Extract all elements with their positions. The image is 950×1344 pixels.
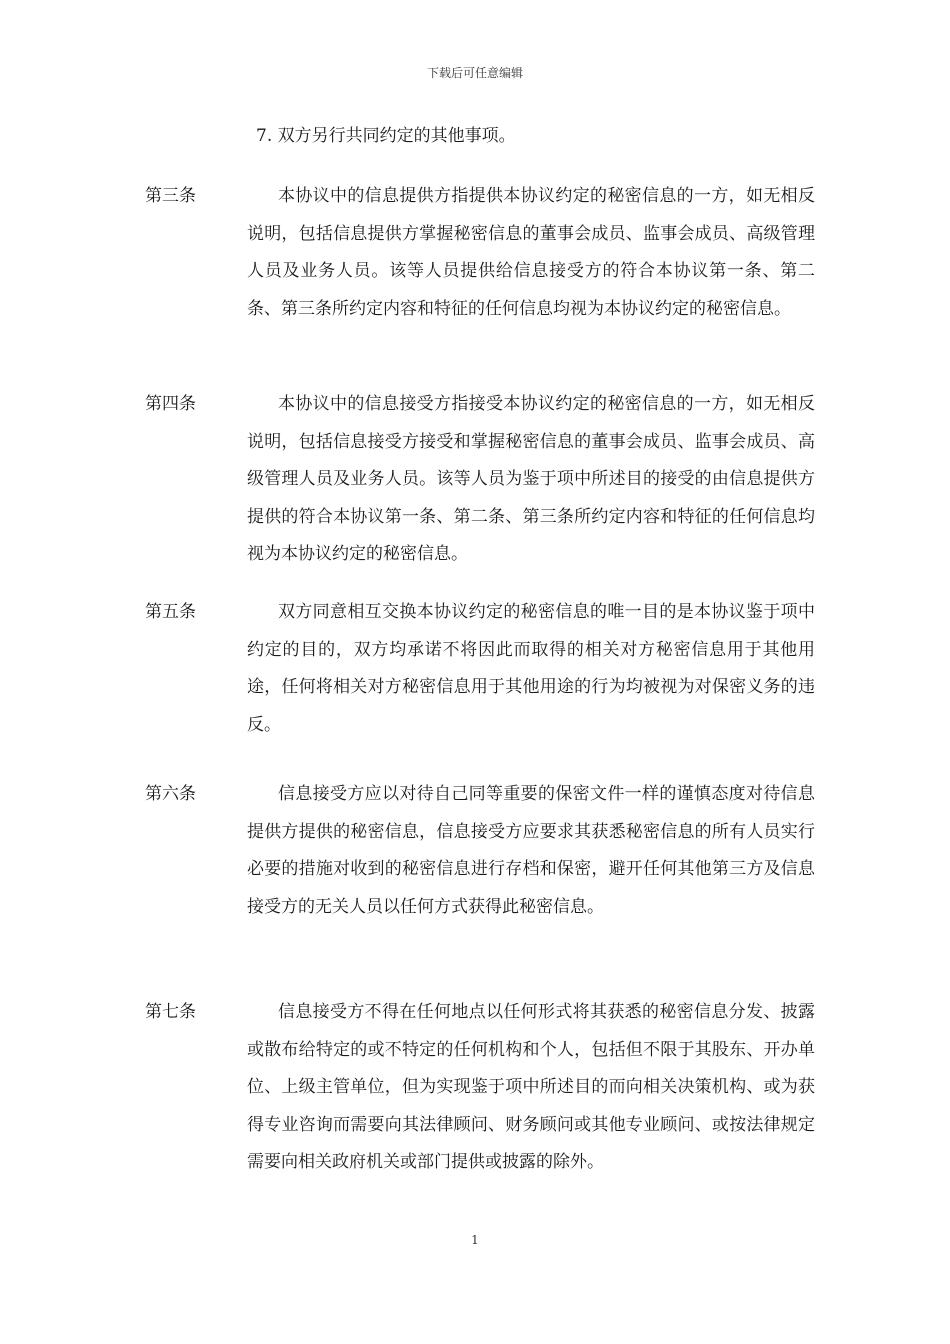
- article-label: 第四条: [145, 394, 196, 414]
- article-label: 第七条: [145, 1002, 196, 1022]
- item-7: 7. 双方另行共同约定的其他事项。: [256, 126, 516, 146]
- page-header: 下载后可任意编辑: [426, 66, 523, 80]
- article-text: 本协议中的信息接受方指接受本协议约定的秘密信息的一方，如无相反说明，包括信息接受方接受和掌握秘密信息的董事会成员、监事会成员、高级管理人员及业务人员。该等人员为鉴于项中所述目的接受的由信息提供方提供的符合本协议第一条、第二条、第三条所约定内容和特征的任何信息均视为本协议约定的秘密信息。: [247, 394, 815, 564]
- article-label: 第六条: [145, 784, 196, 804]
- article-text: 双方同意相互交换本协议约定的秘密信息的唯一目的是本协议鉴于项中约定的目的，双方均承诺不将因此而取得的相关对方秘密信息用于其他用途，任何将相关对方秘密信息用于其他用途的行为均被视为对保密义务的违反。: [247, 602, 815, 735]
- article-text: 本协议中的信息提供方指提供本协议约定的秘密信息的一方，如无相反说明，包括信息提供方掌握秘密信息的董事会成员、监事会成员、高级管理人员及业务人员。该等人员提供给信息接受方的符合本协议第一条、第二条、第三条所约定内容和特征的任何信息均视为本协议约定的秘密信息。: [247, 186, 815, 319]
- article-text: 信息接受方应以对待自己同等重要的保密文件一样的谨慎态度对待信息提供方提供的秘密信息，信息接受方应要求其获悉秘密信息的所有人员实行必要的措施对收到的秘密信息进行存档和保密，避开任何其他第三方及信息接受方的无关人员以任何方式获得此秘密信息。: [247, 784, 815, 917]
- article-label: 第五条: [145, 602, 196, 622]
- article-label: 第三条: [145, 186, 196, 206]
- page-number: 1: [471, 1233, 479, 1247]
- article-text: 信息接受方不得在任何地点以任何形式将其获悉的秘密信息分发、披露或散布给特定的或不特定的任何机构和个人，包括但不限于其股东、开办单位、上级主管单位，但为实现鉴于项中所述目的而向相关决策机构、或为获得专业咨询而需要向其法律顾问、财务顾问或其他专业顾问、或按法律规定需要向相关政府机关或部门提供或披露的除外。: [247, 1002, 815, 1172]
